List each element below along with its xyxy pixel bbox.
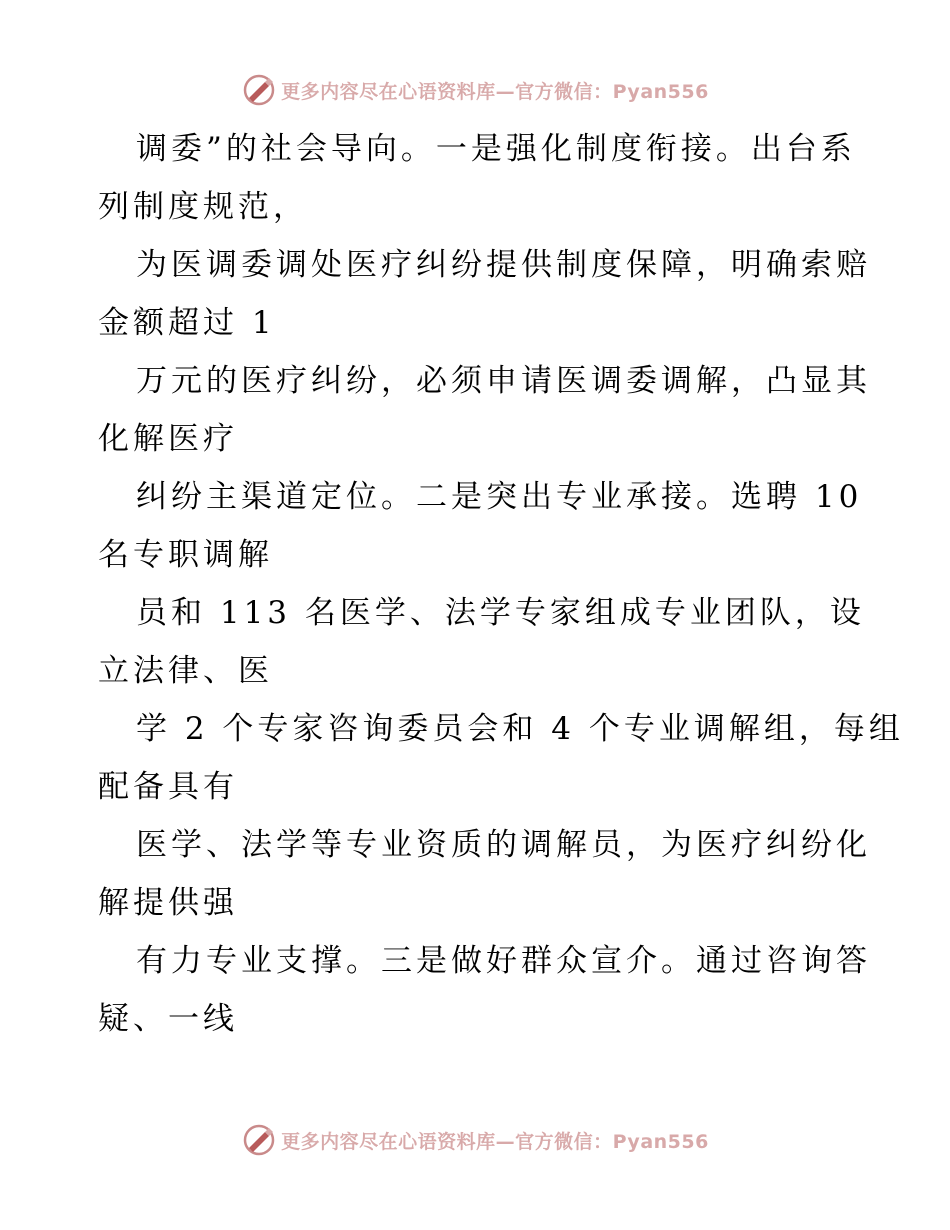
text-line: 调委”的社会导向。一是强化制度衔接。出台系: [136, 131, 856, 167]
footer-watermark-text: 更多内容尽在心语资料库—官方微信：Pyan556: [281, 1130, 709, 1153]
text-line: 纠纷主渠道定位。二是突出专业承接。选聘 10: [136, 479, 863, 515]
text-line: 化解医疗: [98, 421, 238, 457]
text-line: 员和 113 名医学、法学专家组成专业团队，设: [136, 595, 865, 631]
text-line: 列制度规范，: [98, 189, 308, 225]
text-line: 配备具有: [98, 769, 238, 805]
text-line: 为医调委调处医疗纠纷提供制度保障，明确索赔: [136, 247, 871, 283]
pen-logo-icon: [241, 1122, 277, 1158]
text-line: 名专职调解: [98, 537, 273, 573]
footer-watermark-banner: [0, 1120, 950, 1160]
text-line: 解提供强: [98, 885, 238, 921]
pen-logo-icon: [241, 72, 277, 108]
text-line: 疑、一线: [98, 1001, 238, 1037]
text-line: 医学、法学等专业资质的调解员，为医疗纠纷化: [136, 827, 871, 863]
text-line: 金额超过 1: [98, 305, 276, 341]
header-watermark-text: 更多内容尽在心语资料库—官方微信：Pyan556: [281, 80, 709, 103]
text-line: 万元的医疗纠纷，必须申请医调委调解，凸显其: [136, 363, 871, 399]
document-body: [98, 120, 904, 1048]
header-watermark-banner: [0, 70, 950, 110]
text-line: 学 2 个专家咨询委员会和 4 个专业调解组，每组: [136, 711, 904, 747]
text-line: 有力专业支撑。三是做好群众宣介。通过咨询答: [136, 943, 871, 979]
text-line: 立法律、医: [98, 653, 273, 689]
